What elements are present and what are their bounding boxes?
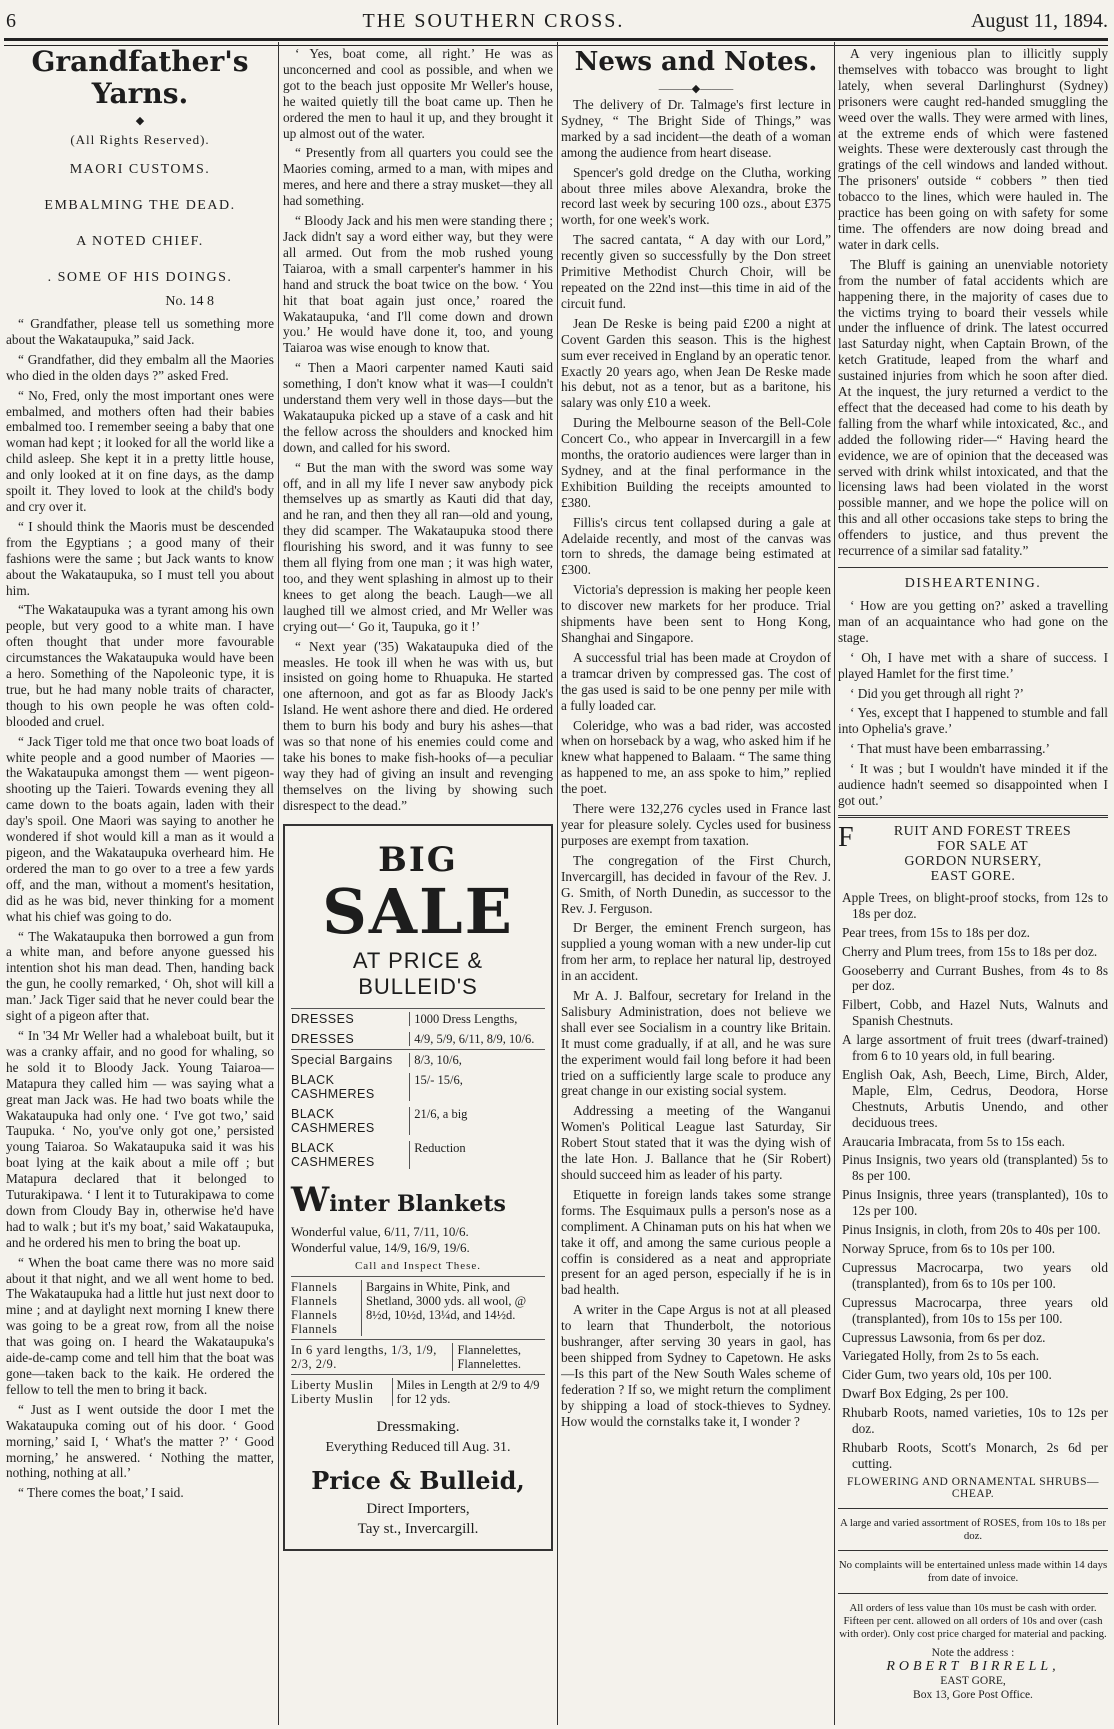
paragraph: “ I should think the Maoris must be descended from the Egyptians ; a good many of their fashions were the same ; but Jack wants to know about the Wakataupuka, so I must tell you about him. xyxy=(6,518,274,598)
news-item: The delivery of Dr. Talmage's first lecture in Sydney, “ The Bright Side of Things,” was marked by a sad incident—the death of a woman among the audience from heart disease. xyxy=(561,97,831,160)
news-item: The Bluff is gaining an unenviable notoriety from the number of fatal accidents which are happening there, in the majority of cases due to the victims trying to board their vessels while under the influence of drink. The latest occurred last Saturday night, when Captain Brown, of the ketch Gratitude, leaped from the wharf and sustained injuries from which he soon after died. At the inquest, the jury returned a verdict to the effect that the deceased had come to his death by falling from the wharf while intoxicated, &c., and added the following rider—“ Having heard the evidence, we are of opinion that the deceased was served with drink whilst intoxicated, and that the licensing laws had been violated in the worst possible manner, and we hope the police will on this and all other occasions take steps to bring the offenders to justice, and thus prevent the recurrence of a similar sad fatality.” xyxy=(838,256,1108,559)
list-item: Pinus Insignis, in cloth, from 20s to 40s per 100. xyxy=(842,1222,1101,1238)
address-note: Note the address : xyxy=(931,1647,1015,1660)
ad-big: BIG xyxy=(378,839,458,880)
call-inspect: Call and Inspect These. xyxy=(354,1259,482,1272)
yard-row xyxy=(291,1339,545,1374)
ad-at-price: AT PRICE & BULLEID'S xyxy=(352,947,484,999)
column-divider xyxy=(557,42,558,1725)
list-item: A large assortment of fruit trees (dwarf-trained) from 6 to 10 years old, in full bearing. xyxy=(842,1032,1108,1064)
list-item: English Oak, Ash, Beech, Lime, Birch, Alder, Maple, Elm, Cedrus, Deodora, Horse Chestnuts, Arbutis Unendo, and other deciduous trees. xyxy=(842,1066,1108,1130)
newspaper-title: THE SOUTHERN CROSS. xyxy=(362,9,625,32)
gordon-nursery-advertisement xyxy=(838,821,1108,1702)
dialogue-line: ‘ It was ; but I wouldn't have minded it if the audience hadn't seemed so disappointed when I got out.’ xyxy=(838,761,1108,808)
yarns-headline: Grandfather's Yarns. xyxy=(31,46,249,110)
masthead-rule xyxy=(4,38,1108,46)
column-news-and-notes xyxy=(561,46,831,1725)
flannelettes: Flannelettes, Flannelettes. xyxy=(457,1342,521,1371)
news-item: Dr Berger, the eminent French surgeon, has supplied a young woman with a new under-lip cut from her arm, to replace her natural lip, destroyed in an accident. xyxy=(561,920,831,984)
nursery-title-line: RUIT AND FOREST TREES xyxy=(893,823,1072,839)
dialogue-line: ‘ Oh, I have met with a share of success. I played Hamlet for the first time.’ xyxy=(838,649,1108,681)
ad-sale: SALE xyxy=(322,874,514,948)
nursery-initial: F xyxy=(838,821,855,853)
section-rule xyxy=(838,1550,1108,1551)
ad-row xyxy=(291,1008,545,1029)
flannels-row xyxy=(291,1276,545,1339)
list-item: Cupressus Macrocarpa, three years old (transplanted), from 10s to 15s per 100. xyxy=(842,1294,1108,1326)
ad-row-label: BLACK CASHMERES xyxy=(291,1141,410,1169)
dialogue-line: ‘ How are you getting on?’ asked a travelling man of an acquaintance who had gone on the stage. xyxy=(838,598,1108,645)
ad-row xyxy=(291,1104,545,1138)
subhead: MAORI CUSTOMS. xyxy=(69,162,211,177)
news-headline: News and Notes. xyxy=(574,47,818,77)
news-item: Etiquette in foreign lands takes some strange forms. The Esquimaux pulls a person's nose as a compliment. A Chinaman puts on his hat when we take it off, and among the same curious people a coffin is considered as a neat and appropriate present for an aged person, especially if he is in bad health. xyxy=(561,1186,831,1298)
post-box: Box 13, Gore Post Office. xyxy=(913,1689,1033,1702)
column-right xyxy=(838,46,1108,1725)
masthead xyxy=(6,6,1108,36)
flannels-label: Flannels xyxy=(291,1321,338,1336)
nursery-title-line: FOR SALE AT xyxy=(937,838,1029,854)
news-item: During the Melbourne season of the Bell-Cole Concert Co., who appear in Invercargill in a few months, the oratorio audiences were larger than in Sydney, and at the final performance in the Exhibition Building the receipts amounted to £380. xyxy=(561,415,831,510)
muslin-row xyxy=(291,1374,545,1409)
list-item: Filbert, Cobb, and Hazel Nuts, Walnuts and Spanish Chestnuts. xyxy=(842,997,1108,1029)
nursery-title-line: GORDON NURSERY, xyxy=(904,853,1042,869)
winter-initial: W xyxy=(291,1179,330,1220)
paragraph: “ Then a Maori carpenter named Kauti said something, I don't know what it was—I couldn't understand them very well in those days—but the Wakataupuka picked up a stave of a cask and hit the fellow across the shoulders and knocked him down, and called for his sword. xyxy=(283,360,553,455)
section-rule xyxy=(838,1593,1108,1594)
dialogue-line: ‘ Yes, except that I happened to stumble and fall into Ophelia's grave.’ xyxy=(838,705,1108,737)
column-yarns-continued xyxy=(283,46,553,1725)
list-item: Dwarf Box Edging, 2s per 100. xyxy=(842,1386,1009,1402)
ad-row xyxy=(291,1070,545,1104)
paragraph: “ Bloody Jack and his men were standing there ; Jack didn't say a word either way, but they were all armed. Out from the mob rushed young Taiaroa, with a small carpenter's hammer in his hand and struck the boat twice on the bow. ‘ You hit that boat again just once,’ roared the Wakataupuka, ‘and I'll come down and drown you.’ He would have done it, too, and young Taiaroa was wise enough to know that. xyxy=(283,213,553,356)
ad-row-label: DRESSES xyxy=(291,1032,410,1046)
news-item: Coleridge, who was a bad rider, was accosted when on horseback by a wag, who asked him if he knew what happened to Balaam. “ The same thing as happened to me, an ass spoke to him,” replied the poet. xyxy=(561,717,831,797)
column-divider xyxy=(278,42,279,1725)
news-item: A writer in the Cape Argus is not at all pleased to learn that Thunderbolt, the notorious bushranger, after serving 30 years in gaol, has been shipped from Sydney to Capetown. He asks—Is this part of the New South Wales scheme of federation ? If so, we might return the compliment by shipping a load of stock-thieves to Sydney. How would the cornstalks take it, I wonder ? xyxy=(561,1302,831,1429)
dialogue-line: ‘ That must have been embarrassing.’ xyxy=(850,741,1050,757)
paragraph: “ Just as I went outside the door I met the Wakataupuka coming out of his door. ‘ Good morning,’ said I, ‘ What's the matter ?’ ‘ Good morning,’ he answered. ‘ Nothing the matter, nothing, nothing at all.’ xyxy=(6,1401,274,1481)
list-item: Cherry and Plum trees, from 15s to 18s per doz. xyxy=(842,943,1098,959)
winter-rest: inter Blankets xyxy=(329,1190,506,1217)
news-item: There were 132,276 cycles used in France last year for pleasure solely. Cycles used for business purposes are exempt from taxation. xyxy=(561,801,831,848)
ad-row-value: 15/- 15/6, xyxy=(414,1072,463,1087)
list-item: Araucaria Imbracata, from 5s to 15s each. xyxy=(842,1133,1065,1149)
nursery-title xyxy=(838,821,1108,884)
diamond-ornament: ———◆——— xyxy=(658,83,734,95)
ad-row-label: BLACK CASHMERES xyxy=(291,1107,410,1135)
importers: Direct Importers, xyxy=(366,1500,470,1517)
news-item: The congregation of the First Church, Invercargill, has decided in favour of the Rev. J. G. Smith, of North Dunedin, as successor to the Rev. J. Ferguson. xyxy=(561,852,831,916)
flannels-label: Flannels xyxy=(291,1307,338,1322)
list-item: Gooseberry and Currant Bushes, from 4s to 8s per doz. xyxy=(842,962,1108,994)
reduced-notice: Everything Reduced till Aug. 31. xyxy=(325,1439,511,1455)
ad-row-value: Reduction xyxy=(414,1140,466,1155)
news-item: Spencer's gold dredge on the Clutha, working about three miles above Alexandra, broke the record last week by securing 100 ozs., about £375 worth, for one week's work. xyxy=(561,164,831,228)
roses-note: A large and varied assortment of ROSES, from 10s to 18s per doz. xyxy=(839,1516,1107,1542)
nursery-title-line: EAST GORE. xyxy=(930,868,1016,884)
ad-row xyxy=(291,1138,545,1172)
section-rule xyxy=(838,567,1108,568)
paragraph: “ Jack Tiger told me that once two boat loads of white people and a good number of Maories — the Wakataupuka amongst them — went pigeon-shooting up the Taieri. Towards evening they all came down to the boats again, laden with their day's spoil. One Maori was saying to another he wondered if shot would kill a man as it would a pigeon, and the Wakataupuka overheard him. He ordered the man to go over to a tree a few yards off, and the man, without a moment's hesitation, did as he was bid, never thinking for a moment what his chief was going to do. xyxy=(6,733,274,924)
orders-note: All orders of less value than 10s must be cash with order. Fifteen per cent. allowed on all orders of 10s and over (cash with order). Only cost price charged for material and packing. xyxy=(839,1601,1107,1640)
ad-row xyxy=(291,1029,545,1049)
paragraph: “ Next year ('35) Wakataupuka died of the measles. He took ill when he was with us, but insisted on going home to Rhuapuka. He started one afternoon, and got as far as Bloody Jack's Island. He went ashore there and died. He ordered them to burn his body and bury his ashes—that was so that none of his enemies could come and take his bones to make fish-hooks of—a peculiar way they had of giving an insult and revenging themselves on the living by showing such disrespect to the dead.” xyxy=(283,638,553,813)
ad-row-value: 21/6, a big xyxy=(414,1106,468,1121)
paragraph: ‘ Yes, boat come, all right.’ He was as unconcerned and cool as possible, and when we got to the beach just opposite Mr Weller's house, he waited quietly till the boat came up. Then he ordered the men to haul it up, and they brought it up almost out of the water. xyxy=(283,46,553,141)
paragraph: “ No, Fred, only the most important ones were embalmed, and mothers often had their babies embalmed too. I remember seeing a baby that one woman had kept ; it looked for all the world like a child asleep. She kept it in a pretty little house, and only looked at it on fine days, as the damp spoilt it. They loved to look at the child's body and cry over it. xyxy=(6,387,274,514)
ad-row xyxy=(291,1049,545,1070)
paragraph: “ In '34 Mr Weller had a whaleboat built, but it was a cranky affair, and no good for whaling, so he sold it to Bloody Jack. Young Taiaroa—Matapura they called him — was saying what a great man Jack was. He had two boats while the Wakataupuka had only one. ‘ I've got two,’ said Taupuka. ‘ No, you've only got one,’ persisted young Taiaroa. So Wakataupuka said it was his boat lying at the kaik about a mile off ; but Matapura declared that it belonged to Tuturakipawa. ‘ I lent it to Tuturakipawa to come down from Cloudy Bay in, otherwise he'd have had to walk ; but it's my boat,’ said Wakataupuka, and he ordered his men to bring the boat up. xyxy=(6,1027,274,1250)
ad-row-value: 4/9, 5/9, 6/11, 8/9, 10/6. xyxy=(414,1031,535,1046)
news-item: Mr A. J. Balfour, secretary for Ireland in the Salisbury Administration, does not believe we shall ever see Socialism in a country like Britain. It must come gradually, if at all, and he was sure the experiment would fail long before it had been tried on a sufficiently large scale to produce any great change in our existing social system. xyxy=(561,988,831,1099)
news-item: Addressing a meeting of the Wanganui Women's Political League last Saturday, Sir Robert Stout stated that it was the dying wish of the late Hon. J. Ballance that he (Sir Robert) should succeed him as leader of his party. xyxy=(561,1103,831,1182)
subhead: A NOTED CHIEF. xyxy=(76,234,204,249)
list-item: Rhubarb Roots, Scott's Monarch, 2s 6d per cutting. xyxy=(842,1439,1108,1471)
news-item: Fillis's circus tent collapsed during a gale at Adelaide recently, and most of the canvas was torn to shreds, the damage being estimated at £300. xyxy=(561,514,831,578)
ad-row-value: 8/3, 10/6, xyxy=(414,1052,462,1067)
column-divider xyxy=(834,42,835,1725)
paragraph: “ But the man with the sword was some way off, and in all my life I never saw anybody pick themselves up as smartly as Kauti did that day, and he ran, and then they all ran—old and young, they did scamper. The Wakataupuka stood there flourishing his sword, and it was funny to see them all flying from one man ; it was high water, too, and they went splashing in almost up to their knees to get along the beach. Laugh—we all laughed till we almost cried, and Mr Weller was crying out—‘ Go it, Taupuka, go it !’ xyxy=(283,459,553,634)
flowering-shrubs: FLOWERING AND ORNAMENTAL SHRUBS—CHEAP. xyxy=(846,1475,1099,1500)
nursery-price-list xyxy=(838,890,1108,1472)
list-item: Pear trees, from 15s to 18s per doz. xyxy=(842,924,1030,940)
rights-notice: (All Rights Reserved). xyxy=(70,132,210,147)
news-item: A very ingenious plan to illicitly supply themselves with tobacco was brought to light lately, when several Darlinghurst (Sydney) prisoners were caught red-handed smuggling the weed over the walls. They were armed with lines, at the extreme ends of which were fastened weights. These were dexterously cast through the gratings of the cell windows and landed without. The prisoners' outside “ cobbers ” then tied tobacco to the lines, which were hauled in. The practice has been going on with safety for some time. The offenders are now doing bread and water in dark cells. xyxy=(838,46,1108,252)
ad-row-label: Special Bargains xyxy=(291,1053,410,1067)
dressmaking: Dressmaking. xyxy=(376,1418,460,1435)
list-item: Cider Gum, two years old, 10s per 100. xyxy=(842,1367,1052,1383)
news-item: The sacred cantata, “ A day with our Lord,” recently given so successfully by the Don street Primitive Methodist Church Choir, will be repeated on the 22nd inst—this time in aid of the circuit fund. xyxy=(561,232,831,311)
flannels-detail: Bargains in White, Pink, and Shetland, 3000 yds. all wool, @ 8½d, 10½d, 13¼d, and 14½d. xyxy=(366,1279,527,1322)
ad-row-value: 1000 Dress Lengths, xyxy=(414,1011,518,1026)
wonderful-value: Wonderful value, 6/11, 7/11, 10/6. xyxy=(291,1223,469,1239)
ad-row-label: DRESSES xyxy=(291,1012,410,1026)
subhead: EMBALMING THE DEAD. xyxy=(44,198,236,213)
list-item: Norway Spruce, from 6s to 10s per 100. xyxy=(842,1241,1056,1256)
paragraph: “The Wakataupuka was a tyrant among his own people, but very good to a white man. I have often thought that under more favourable circumstances the Wakataupuka would have been a hero. Something of the Napoleonic type, it is true, but he had many noble traits of character, though to his own people he was often cold-blooded and cruel. xyxy=(6,602,274,729)
flannels-label: Flannels xyxy=(291,1293,338,1308)
winter-blankets-heading xyxy=(291,1180,545,1220)
dialogue-line: ‘ Did you get through all right ?’ xyxy=(850,685,1024,701)
muslin-detail: Miles in Length at 2/9 to 4/9 for 12 yds. xyxy=(396,1377,540,1406)
list-item: Cupressus Macrocarpa, two years old (transplanted), from 6s to 10s per 100. xyxy=(842,1259,1108,1291)
paragraph: “ When the boat came there was no more said about it that night, and we all went home to bed. The Wakataupuka had a little hut just next door to mine ; and at daylight next morning I knew there was going to be a great row, from all the noise that was going on. I heard the Wakataupuka's aide-de-camp come and tell him that the boat was gone—taken back to the kaik. He ordered the fellow to tell the men to bring it back. xyxy=(6,1254,274,1397)
list-item: Variegated Holly, from 2s to 5s each. xyxy=(842,1348,1040,1364)
issue-date: August 11, 1894. xyxy=(970,9,1108,32)
news-item: A successful trial has been made at Croydon of a tramcar driven by compressed gas. The cost of the gas used is said to be one penny per mile with a fully loaded car. xyxy=(561,649,831,713)
address-block xyxy=(838,1646,1108,1702)
paragraph: “ Grandfather, did they embalm all the Maories who died in the olden days ?” asked Fred. xyxy=(6,351,274,383)
complaints-note: No complaints will be entertained unless made within 14 days from date of invoice. xyxy=(838,1559,1108,1585)
news-item: Jean De Reske is being paid £200 a night at Covent Garden this season. This is the highest sum ever received in England by an operatic tenor. Exactly 20 years ago, when Jean De Reske made his debut, not as a tenor, but as a baritone, his salary was only £10 a week. xyxy=(561,315,831,411)
price-bulleid-advertisement xyxy=(283,824,553,1551)
diamond-ornament: ◆ xyxy=(135,115,145,127)
proprietor-name: ROBERT BIRRELL, xyxy=(886,1659,1060,1675)
liberty-muslin: Liberty Muslin Liberty Muslin xyxy=(291,1378,393,1406)
column-grandfathers-yarns xyxy=(6,46,274,1725)
news-item: Victoria's depression is making her people keen to discover new markets for her produce. Trial shipments have been sent to Hong Kong, Shanghai and Singapore. xyxy=(561,582,831,645)
flannels-labels xyxy=(291,1280,362,1336)
page-number: 6 xyxy=(6,9,16,32)
paragraph: “ Grandfather, please tell us something more about the Wakataupuka,” said Jack. xyxy=(6,316,274,347)
paragraph: “ There comes the boat,’ I said. xyxy=(18,1485,184,1501)
price-bulleid-name: Price & Bulleid, xyxy=(311,1465,525,1495)
list-item: Pinus Insignis, two years old (transplanted) 5s to 8s per 100. xyxy=(842,1152,1108,1184)
list-item: Rhubarb Roots, named varieties, 10s to 12s per doz. xyxy=(842,1405,1108,1437)
disheartening-title: DISHEARTENING. xyxy=(904,576,1042,591)
paragraph: “ Presently from all quarters you could see the Maories coming, armed to a man, with mipes and meres, and here and there a stray musket—they all had something. xyxy=(283,145,553,209)
flannels-label: Flannels xyxy=(291,1279,338,1294)
section-rule xyxy=(838,815,1108,818)
paragraph: “ The Wakataupuka then borrowed a gun from a white man, and before anyone guessed his intention shot his man dead. Then, handing back the gun, he coolly remarked, ‘ Oh, shot will kill a man.’ Jack Tiger said that he never could bear the sight of a pigeon after that. xyxy=(6,928,274,1024)
wonderful-value: Wonderful value, 14/9, 16/9, 19/6. xyxy=(291,1239,470,1255)
list-item: Apple Trees, on blight-proof stocks, from 12s to 18s per doz. xyxy=(842,889,1108,921)
list-item: Cupressus Lawsonia, from 6s per doz. xyxy=(842,1329,1046,1345)
subhead: . SOME OF HIS DOINGS. xyxy=(47,270,233,285)
nursery-place: EAST GORE, xyxy=(940,1675,1006,1688)
section-rule xyxy=(838,1508,1108,1509)
story-number: No. 14 8 xyxy=(165,294,214,309)
list-item: Pinus Insignis, three years (transplanted), 10s to 12s per 100. xyxy=(842,1187,1108,1219)
ad-row-label: BLACK CASHMERES xyxy=(291,1073,410,1101)
street-address: Tay st., Invercargill. xyxy=(357,1520,479,1537)
yard-lengths: In 6 yard lengths, 1/3, 1/9, 2/3, 2/9. xyxy=(291,1343,453,1371)
